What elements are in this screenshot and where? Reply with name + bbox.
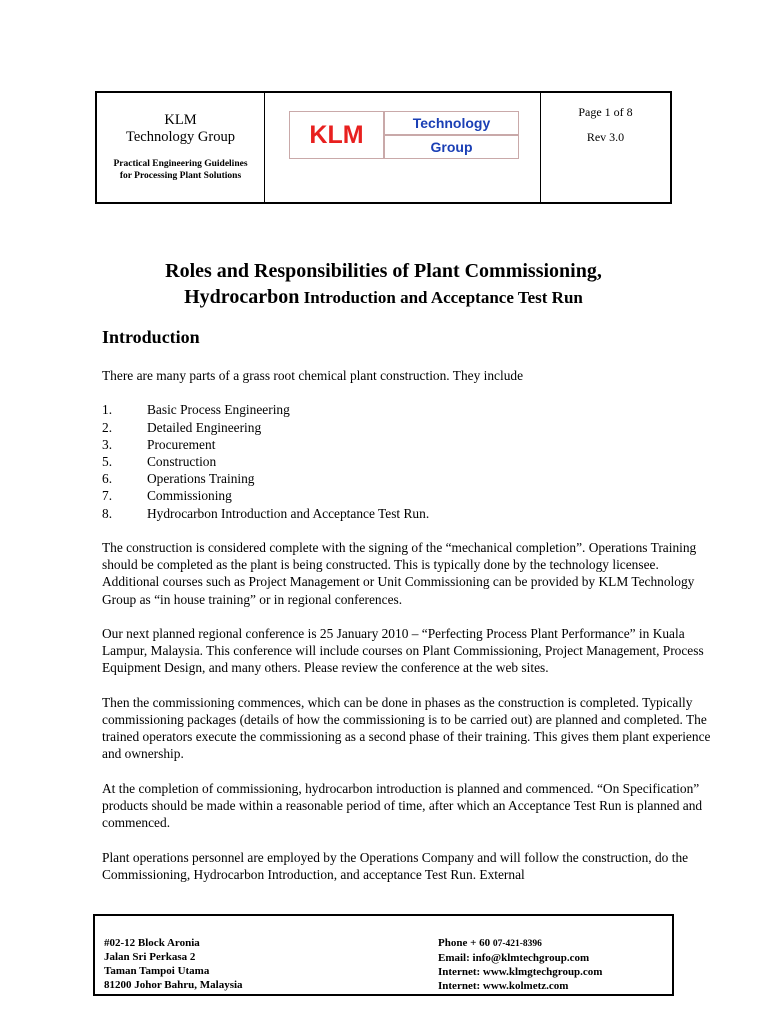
title-line2-small: Introduction and Acceptance Test Run <box>299 288 583 307</box>
section-heading: Introduction <box>102 327 200 347</box>
list-item: 3. Procurement <box>102 436 216 452</box>
title-line1: Roles and Responsibilities of Plant Commissioning, <box>165 260 602 282</box>
footer-internet-1: Internet: www.klmgtechgroup.com <box>438 966 603 978</box>
footer-address <box>104 936 243 992</box>
paragraph: At the completion of commissioning, hydrocarbon introduction is planned and commenced. “On Specification” products should be made within a reasonable period of time, after which an Acceptance Test Run is planned and commenced. <box>102 780 703 831</box>
klm-logo <box>289 111 519 159</box>
logo-klm-text: KLM <box>290 112 385 158</box>
footer-contact <box>438 936 602 993</box>
header-org-cell <box>97 93 265 202</box>
tagline <box>97 158 264 182</box>
address-line: Jalan Sri Perkasa 2 <box>104 951 196 963</box>
address-line: 81200 Johor Bahru, Malaysia <box>104 979 243 991</box>
paragraph: The construction is considered complete with the signing of the “mechanical completion”. Operations Training should be completed as the plant is being constructed. This is typically done by the technology licensee. Additional courses such as Project Management or Unit Commissioning can be provided by KLM Technology Group as “in house training” or in regional conferences. <box>102 540 697 607</box>
address-line: Taman Tampoi Utama <box>104 965 210 977</box>
logo-word-technology: Technology <box>412 115 491 131</box>
page-footer <box>93 914 674 996</box>
paragraph: Then the commissioning commences, which can be done in phases as the construction is completed. Typically commissioning packages (details of how the commissioning is to be carried out) are planned and completed. The trained operators execute the commissioning as a second phase of their training. This gives them plant experience and ownership. <box>102 694 711 762</box>
phone-label: Phone + 60 <box>438 937 493 949</box>
page-number: Page 1 of 8 <box>578 105 633 119</box>
footer-email: Email: info@klmtechgroup.com <box>438 952 590 964</box>
phone-number: 07-421-8396 <box>492 939 542 949</box>
address-line: #02-12 Block Aronia <box>104 937 200 949</box>
construction-parts-list <box>102 401 716 521</box>
list-item: 7. Commissioning <box>102 488 232 504</box>
footer-internet-2: Internet: www.kolmetz.com <box>438 980 569 992</box>
revision: Rev 3.0 <box>586 130 625 144</box>
list-item: 6. Operations Training <box>102 471 255 487</box>
list-item: 8. Hydrocarbon Introduction and Acceptance Test Run. <box>102 505 430 521</box>
org-name-line2: Technology Group <box>126 129 235 145</box>
paragraph: Our next planned regional conference is 25 January 2010 – “Perfecting Process Plant Performance” in Kuala Lampur, Malaysia. This conference will include courses on Plant Commissioning, Project Management, Process Equipment Design, and many others. Please review the conference at the web sites. <box>102 626 704 676</box>
title-line2-big: Hydrocarbon <box>184 286 300 308</box>
tagline-line1: Practical Engineering Guidelines <box>113 159 248 169</box>
body-text <box>102 367 716 900</box>
list-item: 5. Construction <box>102 454 217 469</box>
paragraph: Plant operations personnel are employed by the Operations Company and will follow the construction, do the Commissioning, Hydrocarbon Introduction, and acceptance Test Run. External <box>102 849 689 882</box>
header-page-cell <box>541 93 670 202</box>
logo-words <box>385 112 518 158</box>
org-name-line1: KLM <box>164 112 197 128</box>
list-item: 2. Detailed Engineering <box>102 419 262 435</box>
footer-phone <box>438 936 602 951</box>
list-item: 1. Basic Process Engineering <box>102 402 290 418</box>
tagline-line2: for Processing Plant Solutions <box>119 171 242 181</box>
intro-sentence: There are many parts of a grass root chemical plant construction. They include <box>102 368 524 383</box>
page-header <box>95 91 672 204</box>
document-title <box>95 258 672 312</box>
title-line2 <box>95 284 672 312</box>
logo-word-group: Group <box>385 134 518 158</box>
header-logo-cell <box>265 93 541 202</box>
